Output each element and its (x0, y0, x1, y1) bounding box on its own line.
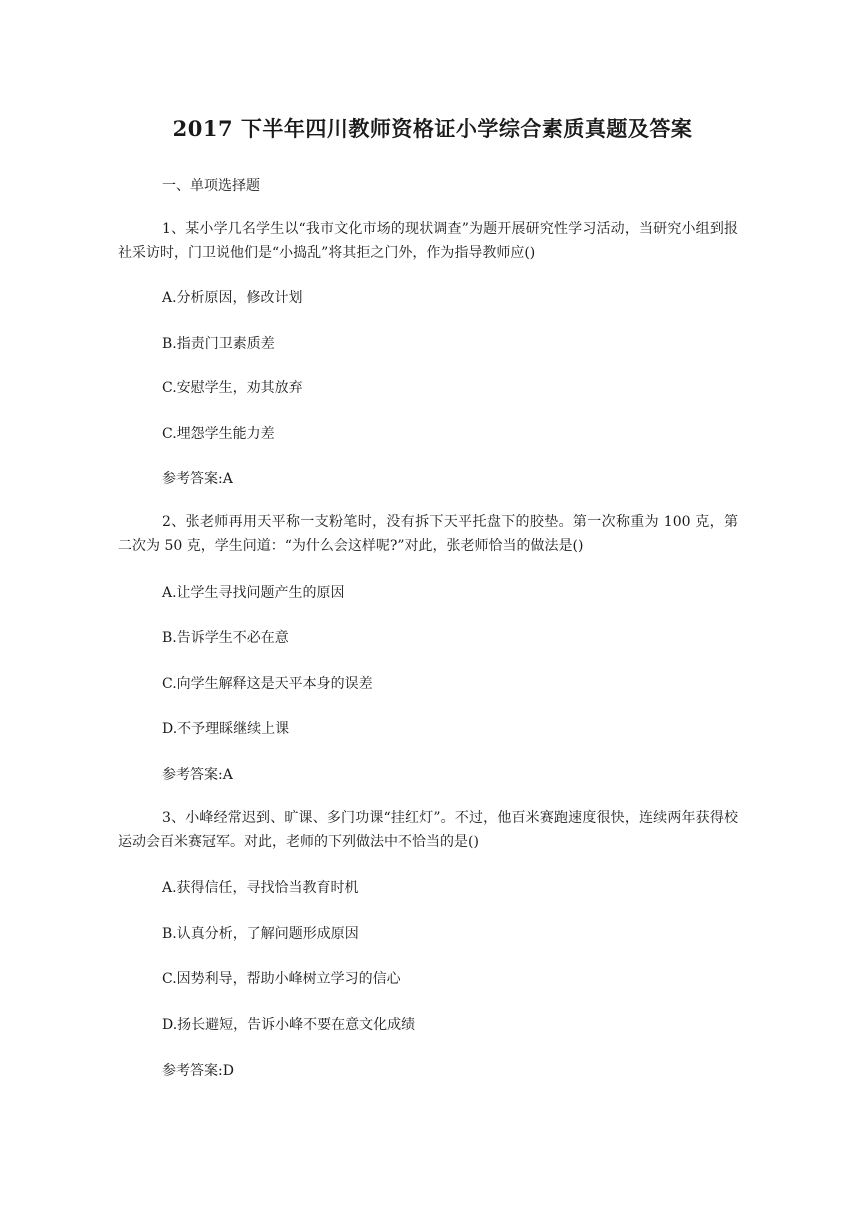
document-title: 2017 下半年四川教师资格证小学综合素质真题及答案 (172, 116, 693, 141)
question-2-answer: 参考答案:A (162, 767, 233, 783)
question-1-option-a: A.分析原因，修改计划 (162, 290, 303, 306)
question-3-stem: 3、小峰经常迟到、旷课、多门功课“挂红灯”。不过，他百米赛跑速度很快，连续两年获得校运动会百米赛冠军。对此，老师的下列做法中不恰当的是() (118, 810, 738, 850)
question-1-answer: 参考答案:A (162, 471, 233, 487)
question-1-option-c: C.安慰学生，劝其放弃 (162, 380, 303, 396)
question-2-option-b: B.告诉学生不必在意 (162, 630, 289, 646)
question-3-option-d: D.扬长避短，告诉小峰不要在意文化成绩 (162, 1017, 416, 1033)
question-3-option-c: C.因势利导，帮助小峰树立学习的信心 (162, 971, 401, 987)
question-2-option-d: D.不予理睬继续上课 (162, 721, 290, 737)
question-2-option-a: A.让学生寻找问题产生的原因 (162, 585, 345, 601)
question-2-stem: 2、张老师再用天平称一支粉笔时，没有拆下天平托盘下的胶垫。第一次称重为 100 克，第二次为 50 克，学生问道：“为什么会这样呢?”对此，张老师恰当的做法是() (118, 514, 738, 554)
question-2-option-c: C.向学生解释这是天平本身的误差 (162, 676, 373, 692)
question-3-answer: 参考答案:D (162, 1063, 234, 1079)
section-heading: 一、单项选择题 (162, 178, 260, 194)
question-1-option-b: B.指责门卫素质差 (162, 336, 275, 352)
question-3-option-b: B.认真分析，了解问题形成原因 (162, 926, 359, 942)
question-1-option-d: C.埋怨学生能力差 (162, 426, 275, 442)
question-1-stem: 1、某小学几名学生以“我市文化市场的现状调查”为题开展研究性学习活动，当研究小组到报社采访时，门卫说他们是“小捣乱”将其拒之门外，作为指导教师应() (118, 221, 738, 261)
question-3-option-a: A.获得信任，寻找恰当教育时机 (162, 880, 359, 896)
